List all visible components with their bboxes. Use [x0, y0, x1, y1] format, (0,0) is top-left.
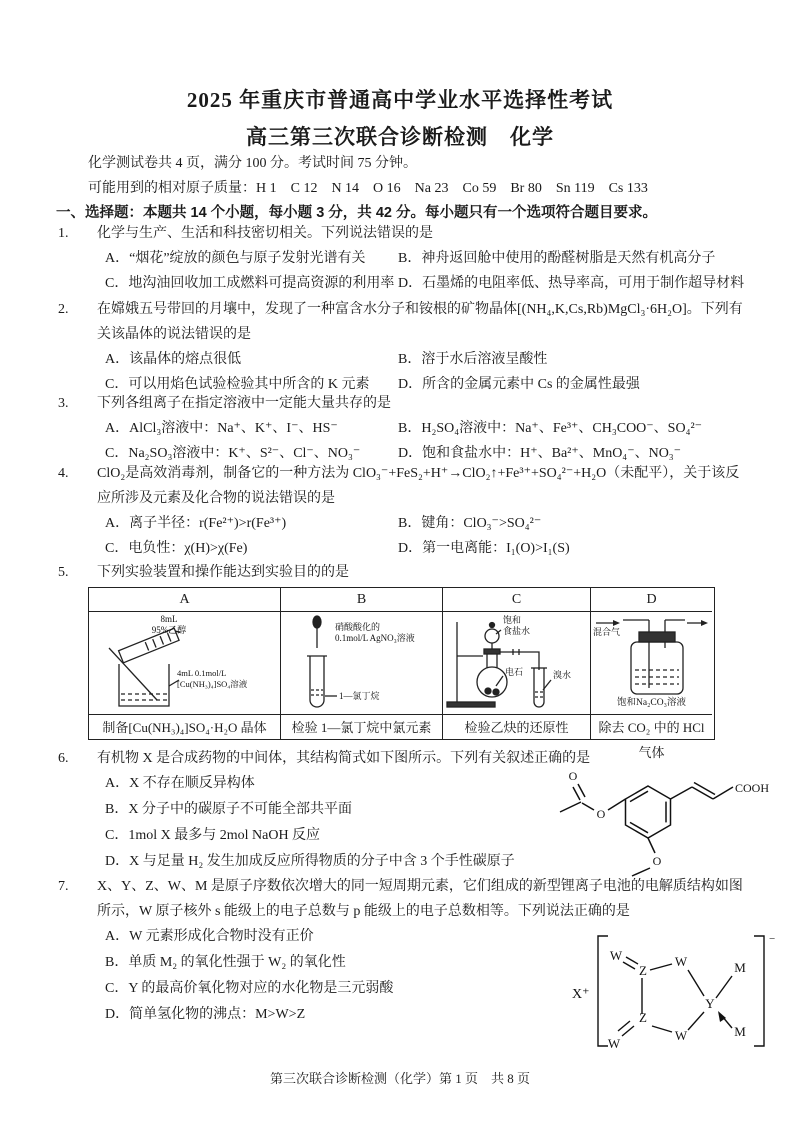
- cation-label: X⁺: [572, 987, 590, 1002]
- label-bromine-water: 溴水: [553, 670, 572, 680]
- atom-w3: W: [674, 1028, 688, 1043]
- page-footer: 第三次联合诊断检测（化学）第 1 页 共 8 页: [269, 1071, 530, 1086]
- electrolyte-structure-diagram: [558, 918, 778, 1058]
- question-1-option-b: B．神舟返回舱中使用的酚醛树脂是天然有机高分子: [398, 251, 716, 266]
- label-brine: 食盐水: [503, 626, 531, 636]
- charge-label: −: [769, 933, 776, 945]
- label-cu-solution-conc: 4mL 0.1mol/L: [177, 668, 227, 678]
- atom-m1: M: [734, 960, 746, 975]
- table-header-a: A: [89, 588, 281, 612]
- question-4-option-d: D．第一电离能：I₁(O)>I₁(S): [398, 541, 570, 556]
- label-saturated: 饱和: [503, 615, 522, 625]
- label-ethanol: 95%乙醇: [151, 625, 187, 635]
- exam-subtitle: 高三第三次联合诊断检测 化学: [246, 125, 554, 149]
- label-carbide: 电石: [505, 667, 524, 677]
- question-7-option-d: D．简单氢化物的沸点：M>W>Z: [105, 1007, 306, 1022]
- question-2-option-c: C．可以用焰色试验检验其中所含的 K 元素: [105, 377, 370, 392]
- question-2-option-a: A．该晶体的熔点很低: [105, 352, 242, 367]
- cooh-label: COOH: [735, 781, 770, 795]
- question-7-option-c: C．Y 的最高价氧化物对应的水化物是三元弱酸: [105, 981, 394, 996]
- table-header-c: C: [443, 588, 591, 612]
- table-caption-d: 除去 CO₂ 中的 HCl 气体: [591, 714, 712, 739]
- apparatus-cell-a: [89, 612, 281, 714]
- question-4-option-b: B．键角：ClO₃⁻>SO₄²⁻: [398, 516, 542, 531]
- carbonyl-o-label: O: [568, 769, 578, 783]
- q6-structure: [545, 762, 790, 880]
- question-2-number: 2.: [58, 302, 69, 317]
- question-6-option-b: B．X 分子中的碳原子不可能全部共平面: [105, 802, 352, 817]
- question-1-option-d: D．石墨烯的电阻率低、热导率高，可用于制作超导材料: [398, 276, 745, 291]
- question-3-option-c: C．Na₂SO₃溶液中：K⁺、S²⁻、Cl⁻、NO₃⁻: [105, 446, 361, 461]
- apparatus-cell-c: [443, 612, 591, 714]
- question-6-number: 6.: [58, 751, 69, 766]
- question-6-option-a: A．X 不存在顺反异构体: [105, 776, 255, 791]
- question-7-option-b: B．单质 M₂ 的氧化性强于 W₂ 的氧化性: [105, 955, 346, 970]
- label-na2co3-solution: 饱和Na₂CO₃溶液: [617, 698, 686, 708]
- table-header-b: B: [281, 588, 443, 612]
- exam-info-line: 化学测试卷共 4 页，满分 100 分。考试时间 75 分钟。: [88, 156, 417, 171]
- question-2: [56, 297, 748, 397]
- table-header-d: D: [591, 588, 712, 612]
- atom-m2: M: [734, 1024, 746, 1039]
- question-3-option-b: B．H₂SO₄溶液中：Na⁺、Fe³⁺、CH₃COO⁻、SO₄²⁻: [398, 421, 703, 436]
- question-3-option-d: D．饱和食盐水中：H⁺、Ba²⁺、MnO₄⁻、NO₃⁻: [398, 446, 682, 461]
- question-5-number: 5.: [58, 565, 69, 580]
- question-5: [56, 560, 748, 585]
- question-3: [56, 391, 748, 466]
- question-5-stem: 下列实验装置和操作能达到实验目的的是: [97, 565, 349, 580]
- ester-o-label: O: [596, 807, 606, 821]
- question-2-option-d: D．所含的金属元素中 Cs 的金属性最强: [398, 377, 640, 392]
- q7-structure: [558, 918, 778, 1058]
- question-1-stem: 化学与生产、生活和科技密切相关。下列说法错误的是: [97, 226, 433, 241]
- question-1-option-a: A．“烟花”绽放的颜色与原子发射光谱有关: [105, 251, 366, 266]
- atom-z2: Z: [639, 1010, 647, 1025]
- question-4-stem: ClO₂是高效消毒剂，制备它的一种方法为 ClO₃⁻+FeS₂+H⁺→ClO₂↑+Fe³⁺+SO₄²⁻+H₂O（未配平），关于该反应所涉及元素及化合物的说法错误的是: [97, 466, 740, 506]
- atom-z1: Z: [639, 963, 647, 978]
- question-2-option-b: B．溶于水后溶液呈酸性: [398, 352, 548, 367]
- question-3-number: 3.: [58, 396, 69, 411]
- table-caption-a: 制备[Cu(NH₃)₄]SO₄·H₂O 晶体: [89, 714, 281, 739]
- question-1-option-c: C．地沟油回收加工成燃料可提高资源的利用率: [105, 276, 395, 291]
- apparatus-cell-d: [591, 612, 712, 714]
- question-4-number: 4.: [58, 466, 69, 481]
- label-agno3-solution: 0.1mol/L AgNO₃溶液: [335, 633, 415, 643]
- question-7-option-a: A．W 元素形成化合物时没有正价: [105, 929, 314, 944]
- atomic-mass-line: 可能用到的相对原子质量：H 1 C 12 N 14 O 16 Na 23 Co 59 Br 80 Sn 119 Cs 133: [88, 181, 648, 196]
- atom-y: Y: [705, 996, 715, 1011]
- question-6-option-d: D．X 与足量 H₂ 发生加成反应所得物质的分子中含 3 个手性碳原子: [105, 854, 515, 869]
- atom-w4: W: [607, 1036, 621, 1051]
- methoxy-o-label: O: [652, 854, 662, 868]
- table-caption-c: 检验乙炔的还原性: [443, 714, 591, 739]
- question-3-stem: 下列各组离子在指定溶液中一定能大量共存的是: [97, 396, 391, 411]
- question-2-stem: 在嫦娥五号带回的月壤中，发现了一种富含水分子和铵根的矿物晶体[(NH₄,K,Cs,Rb)MgCl₃·6H₂O]。下列有关该晶体的说法错误的是: [97, 302, 743, 342]
- question-4-option-c: C．电负性：χ(H)>χ(Fe): [105, 541, 248, 556]
- label-chlorobutane: 1—氯丁烷: [339, 691, 380, 701]
- label-volume-ethanol: 8mL: [160, 614, 178, 624]
- organic-structure-diagram: [545, 762, 790, 880]
- table-caption-b: 检验 1—氯丁烷中氯元素: [281, 714, 443, 739]
- question-1-number: 1.: [58, 226, 69, 241]
- question-1: [56, 221, 748, 296]
- label-mixed-gas: 混合气: [593, 627, 621, 637]
- question-6-stem: 有机物 X 是合成药物的中间体，其结构简式如下图所示。下列有关叙述正确的是: [97, 751, 591, 766]
- atom-w1: W: [609, 948, 623, 963]
- atom-w2: W: [674, 954, 688, 969]
- label-cu-solution: [Cu(NH₃)₄]SO₄溶液: [177, 679, 248, 689]
- section-header: 一、选择题：本题共 14 个小题，每小题 3 分，共 42 分。每小题只有一个选项符合题目要求。: [56, 205, 657, 221]
- question-6-option-c: C．1mol X 最多与 2mol NaOH 反应: [105, 828, 321, 843]
- question-4: [56, 461, 748, 561]
- question-3-option-a: A．AlCl₃溶液中：Na⁺、K⁺、I⁻、HS⁻: [105, 421, 338, 436]
- label-acidified: 硝酸酸化的: [335, 622, 381, 632]
- question-4-option-a: A．离子半径：r(Fe²⁺)>r(Fe³⁺): [105, 516, 287, 531]
- question-7-number: 7.: [58, 879, 69, 894]
- apparatus-cell-b: [281, 612, 443, 714]
- question-7-stem: X、Y、Z、W、M 是原子序数依次增大的同一短周期元素，它们组成的新型锂离子电池的电解质结构如图所示，W 原子核外 s 能级上的电子总数与 p 能级上的电子总数相等。下列说法正确的是: [97, 879, 743, 919]
- exam-title: 2025 年重庆市普通高中学业水平选择性考试: [186, 88, 614, 112]
